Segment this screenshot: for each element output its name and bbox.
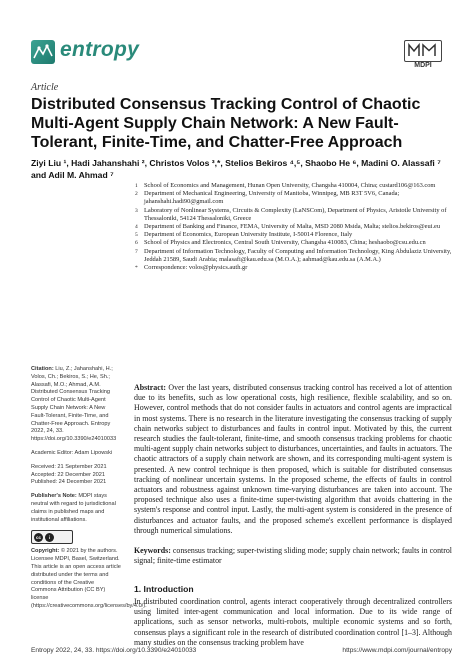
mdpi-logo-icon — [404, 40, 442, 62]
article-sidebar — [31, 366, 147, 617]
affiliation-list — [135, 182, 455, 272]
affiliation-item: 5 Department of Economics, European University Institute, I-50014 Florence, Italy — [135, 231, 353, 239]
affiliation-item: 1 School of Economics and Management, Hunan Open University, Changsha 410004, China; custard106@163.com — [135, 182, 436, 189]
footer-journal-link[interactable]: https://www.mdpi.com/journal/entropy — [342, 647, 452, 654]
affiliation-item: 7 Department of Information Technology, Faculty of Computing and Information Technology, King Abdulaziz University, Jeddah 21589, Saudi Arabia; malasafi@kau.edu.sa (M.O.A.); aahmad@kau.edu.sa (A.M.A.) — [135, 247, 452, 263]
article-title: Distributed Consensus Tracking Control of Chaotic Multi-Agent Supply Chain Network: A New Fault-Tolerant, Finite-Time, and Chatter-Free Approach — [31, 96, 421, 151]
copyright-block: Copyright: © 2021 by the authors. Licensee MDPI, Basel, Switzerland. This article is an open access article distributed under the terms and conditions of the Creative Commons Attribution (CC BY) license (https://creativecommons.org/licenses/by/4.0/). — [31, 548, 147, 609]
journal-name: entropy — [60, 38, 140, 61]
dates-block — [31, 464, 121, 487]
citation-text[interactable]: Liu, Z.; Jahanshahi, H.; Volos, Ch.; Bekiros, S.; He, Sh.; Alassafi, M.O.; Ahmad, A.M. Distributed Consensus Tracking Control of Chaotic Multi-Agent Supply Chain Network: A New Fault-Tolerant, Finite-Time, and Chatter-Free Approach. Entropy 2022, 24, 33. https://doi.org/10.3390/e24010033 — [31, 366, 117, 443]
section-heading: 1. Introduction — [134, 584, 194, 594]
cc-icon: cc — [35, 534, 42, 540]
abstract-text: Over the last years, distributed consensus tracking control has received a lot of attention due to its benefits, such as low operational costs, high resilience, flexible scalability, and so on. However, control methods that do not consider faults in actuators and control agents are impractical in most systems. There is no research in the literature investigating the consensus tracking of supply chain networks subject to disturbances and faults in control input. Motivated by this, the current research studies the fault-tolerant, finite-time, and smooth consensus tracking problems for chaotic multi-agent supply chain networks subject to disturbances, uncertainties, and faults in actuators. The chaotic attractors of a supply chain network are shown, and its corresponding multi-agent system is presented. A new control technique is then proposed, which is suitable for distributed consensus tracking of nonlinear uncertain systems. In the proposed scheme, the effects of faults in control actuators and robustness against unknown time-varying disturbances are taken into account. The proposed technique also uses a finite-time super-twisting algorithm that avoids chattering in the system's response and control input. Lastly, the multi-agent system is considered in the presence of disturbances and actuator faults, and the proposed scheme's excellent performance is displayed through numerical simulations. — [134, 383, 452, 535]
keywords-label: Keywords: — [134, 546, 171, 555]
author-list: Ziyi Liu ¹, Hadi Jahanshahi ², Christos Volos ³,*, Stelios Bekiros ⁴,⁵, Shaobo He ⁶, Madini O. Alassafi ⁷ and Adil M. Ahmad ⁷ — [31, 158, 441, 180]
journal-logo — [31, 40, 55, 64]
footer-citation[interactable]: Entropy 2022, 24, 33. https://doi.org/10.3390/e24010033 — [31, 647, 197, 654]
article-type: Article — [31, 82, 59, 93]
introduction-text: In distributed coordination control, agents interact cooperatively through decentralized controllers using limited inter-agent communication and local information. Due to its wide range of applications, such as sensor networks, multi-robots, multiple economic systems and so forth, consensus plays a significant role in the research of distributed coordination control [1–3]. Although many studies on the consensus tracking problem have — [134, 597, 452, 647]
publisher-note: Publisher's Note: MDPI stays neutral with regard to jurisdictional claims in published maps and institutional affiliations. — [31, 493, 116, 523]
accepted-date: Accepted: 22 December 2021 — [31, 471, 106, 478]
by-icon: i — [45, 533, 54, 542]
correspondence: * Correspondence: volos@physics.auth.gr — [135, 264, 248, 272]
affiliation-item: 2 Department of Mechanical Engineering, University of Manitoba, Winnipeg, MB R3T 5V6, Canada; jahanshahi.hadi90@gmail.com — [135, 190, 400, 206]
keywords — [134, 546, 452, 566]
keywords-text: consensus tracking; super-twisting sliding mode; supply chain network; faults in control signal; finite-time estimator — [134, 546, 452, 566]
affiliation-item: 3 Laboratory of Nonlinear Systems, Circuits & Complexity (LaNSCom), Department of Physics, Aristotle University of Thessaloniki, 54124 Thessaloniki, Greece — [135, 206, 447, 222]
cc-by-license-icon[interactable] — [31, 530, 73, 544]
published-date: Published: 24 December 2021 — [31, 479, 107, 486]
academic-editor: Academic Editor: Adam Lipowski — [31, 449, 113, 456]
abstract — [134, 383, 452, 536]
citation-block: Citation: Liu, Z.; Jahanshahi, H.; Volos, Ch.; Bekiros, S.; He, Sh.; Alassafi, M.O.; Ahmad, A.M. Distributed Consensus Tracking Control of Chaotic Multi-Agent Supply Chain Network: A New Fault-Tolerant, Finite-Time, and Chatter-Free Approach. Entropy 2022, 24, 33. https://doi.org/10.3390/e24010033 — [31, 366, 117, 443]
affiliation-item: 4 Department of Banking and Finance, FEMA, University of Malta, MSD 2080 Msida, Malta; stelios.bekiros@eui.eu — [135, 223, 441, 231]
publisher-name: MDPI — [414, 62, 432, 69]
affiliation-item: 6 School of Physics and Electronics, Central South University, Changsha 410083, China; heshaobo@csu.edu.cn — [135, 239, 426, 247]
received-date: Received: 21 September 2021 — [31, 463, 107, 470]
abstract-label: Abstract: — [134, 383, 166, 392]
